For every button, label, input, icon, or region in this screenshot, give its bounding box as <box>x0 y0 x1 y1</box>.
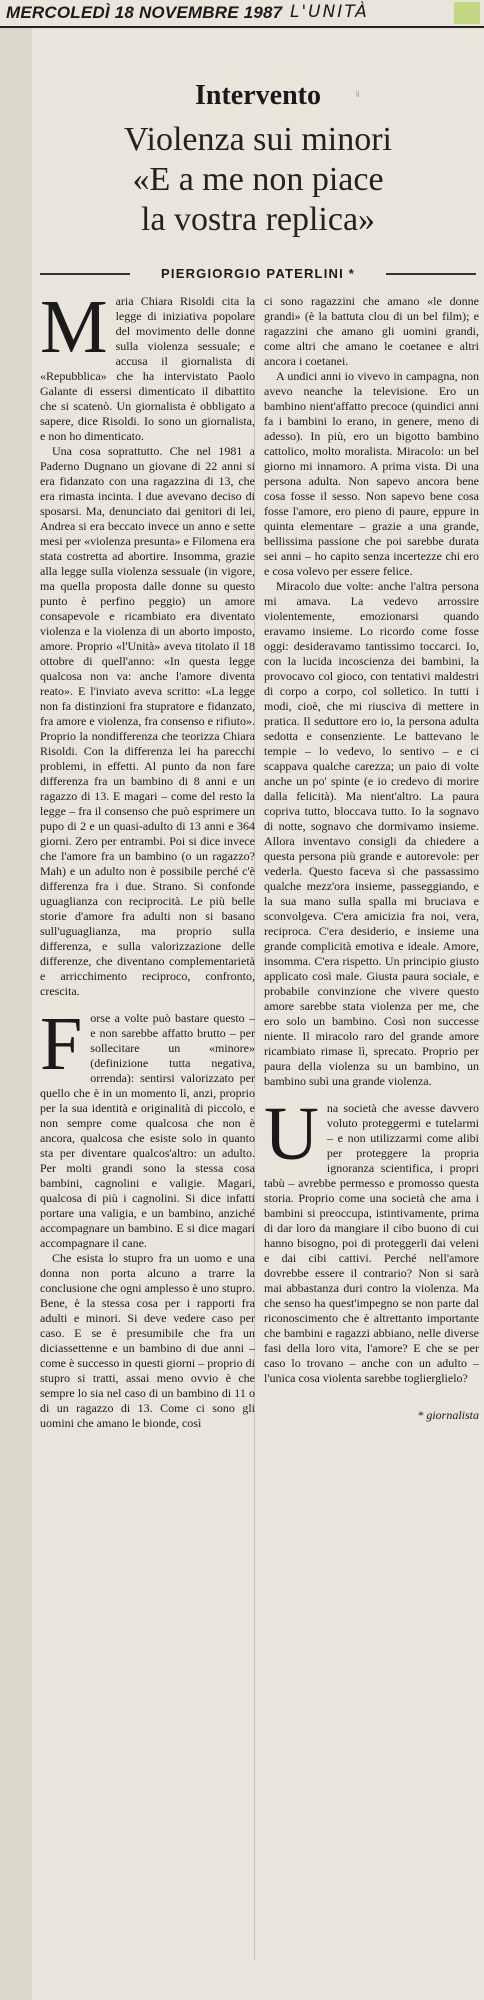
article-column-2 <box>264 294 479 1994</box>
byline: PIERGIORGIO PATERLINI * <box>161 266 355 281</box>
byline-rule-right <box>386 273 476 275</box>
page-mark: li <box>356 90 360 99</box>
paragraph-text: orse a volte può bastare questo – e non sarebbe affatto brutto – per sollecitare un «minore» (definizione tutta negativa, orrenda): sentirsi valorizzato per quello che è in un momento lì, anzi, proprio per la sua identità e originalità di piccolo, e non sempre come qualcosa che non è ancora, qualcosa che esiste solo in quanto sta per diventare qualcos'altro: un adulto. Per molti grandi sono la stessa cosa bambini, cagnolini e valigie. Magari, qualcosa di più i cagnolini. Si dice infatti portare una valigia, e un bambino, anziché accompagnare un bambino. E si dice magari accompagnare il cane. <box>40 1011 255 1250</box>
section-kicker: Intervento <box>195 80 321 111</box>
paragraph: ci sono ragazzini che amano «le donne grandi» (è la battuta clou di un bel film); e ragazzini che amano gli uomini grandi, come altri che amano le coetanee e altri ancora i coetanei. <box>264 294 479 368</box>
drop-cap: U <box>264 1092 319 1176</box>
article-headline <box>32 120 484 240</box>
paragraph: A undici anni io vivevo in campagna, non avevo neanche la televisione. Ero un bambino nient'affatto precoce (quindici anni fa i bambini lo erano, in genere, meno di adesso). In più, ero un bigotto bambino cattolico, molto moralista. Miracolo: un bel giorno mi innamoro. A prima vista. Di una persona adulta. Non sapevo ancora bene cosa fosse il sesso. Non sapevo bene cosa fosse l'amore, ero pieno di paure, eppure in quinta elementare – grazie a una grande, bellissima passione che poi sarebbe durata sei anni – ho capito senza incertezze chi ero e cosa volevo per essere felice. <box>264 369 479 578</box>
paragraph-text: na società che avesse davvero voluto proteggermi e tutelarmi – e non utilizzarmi come alibi per proteggere la propria ignoranza scientifica, i propri tabù – avrebbe permesso e promosso questa storia. Proprio come una società che ama i bambini si preoccupa, istintivamente, prima di dar loro da mangiare il cibo buono di cui hanno bisogno, poi di proteggerli dai veleni e dai cibi cattivi. Perché nell'amore dovrebbe essere il contrario? Non si sarà mai abbastanza duri contro la violenza. Ma che senso ha quest'impegno se non parte dal riconoscimento che è altrettanto importante che bambini e ragazzi abbiano, nelle diverse fasi della loro vita, l'amore? E che se per caso lo trovano – anche con un adulto – l'unica cosa violenta sarebbe toglierglielo? <box>264 1101 479 1385</box>
drop-cap: M <box>40 285 108 369</box>
headline-line: «E a me non piace <box>132 161 384 198</box>
author-note: * giornalista <box>417 1408 479 1422</box>
paragraph-text: aria Chiara Risoldi cita la legge di iniziativa popolare del movimento delle donne sulla violenza sessuale; e accusa il giornalista di «Repubblica» che ha intervistato Paolo Galante di essersi dimenticato il dibattito che si scatenò. Un giornalista è obbligato a sapere, dice Risoldi. Io sono un giornalista, e non ho dimenticato. <box>40 294 255 443</box>
paragraph <box>264 1092 479 1386</box>
paragraph: Miracolo due volte: anche l'altra persona mi amava. La vedevo arrossire violentemente, emozionarsi quando eravamo insieme. Lo ricordo come fosse oggi: desideravamo tantissimo toccarci. Io, con la lucida incoscienza dei bambini, la provocavo col gioco, con tentativi maldestri di corpo a corpo, col solletico. In tutti i modi, cioè, che mi riusciva di mettere in pratica. Il seduttore ero io, la persona adulta sedotta e consenziente. Le battevano le tempie – lo vedevo, lo sentivo – e ci scappava qualche carezza; un paio di volte anche un po' spinte (e io credevo di morire dalla felicità). Ma nient'altro. La paura copriva tutto, bloccava tutto. Io la sognavo di notte, sognavo che dormivamo insieme. Allora inventavo consigli da chiedere a questa persona più grande e autorevole: per vederla. Questo faceva sì che passassimo qualche mezz'ora insieme, passeggiando, e la sua mano sulla spalla mi bruciava e sconvolgeva. C'era amicizia fra noi, vera, reciproca. C'era desiderio, e insieme una grande complicità emotiva e ideale. Amore, insomma. C'era rispetto. Un principio giusto applicato così male. Giusta paura sociale, e probabile convinzione che vivere questo amore sarebbe stata violenza per me, che ero solo un bambino. Così non successe niente. Il miracolo raro del grande amore ricambiato rimase lì, sprecato. Proprio per paura della violenza su un bambino, un bambino subì una grande violenza. <box>264 579 479 1088</box>
paragraph: Una cosa soprattutto. Che nel 1981 a Paderno Dugnano un giovane di 22 anni si era fidanzato con una ragazzina di 13, che era rimasta incinta. I due avevano deciso di sposarsi. Ma, denunciato dai genitori di lei, Andrea si era beccato invece un anno e sette mesi per «violenza presunta» e Filomena era stata costretta ad abortire. Insomma, grazie alla legge sulla violenza sessuale (in vigore, ma quella proposta dalle donne su questo punto è perfino peggio) un amore consapevole e ricambiato era diventato violenza e la violenza di un aborto imposto, amore. Proprio «l'Unità» aveva titolato il 18 ottobre di quell'anno: «In questa legge qualcosa non va: anche l'amore diventa reato». E l'inviato aveva scritto: «La legge non fa distinzioni fra stupratore e fidanzato, fra amore e violenza, fra consenso e rifiuto». Proprio la nondifferenza che teorizza Chiara Risoldi. Con la differenza lei ha parecchi problemi, in effetti. Al punto da non fare differenza fra un bambino di 8 anni e un ragazzo di 13. E magari – come del resto la legge – fra il consenso che può esprimere un pupo di 2 e un quasi-adulto di 13 anni e 364 giorni. Zero per entrambi. Poi si dice invece che l'amore fra un bambino (o un ragazzo? Mah) e un adulto non è possibile perché c'è differenza fra i due. Strano. Si confonde uguaglianza con reciprocità. Le più belle storie d'amore fra adulti non si basano sull'uguaglianza, ma proprio sulla differenza, e sulla valorizzazione delle differenze, che diventano complementarietà e arricchimento reciproco, confronto, crescita. <box>40 444 255 998</box>
page-margin <box>0 28 32 2000</box>
newspaper-name: L'UNITÀ <box>290 2 369 22</box>
color-mark <box>454 2 480 24</box>
issue-date: MERCOLEDÌ 18 NOVEMBRE 1987 <box>6 3 283 22</box>
headline-line: Violenza sui minori <box>123 121 392 158</box>
article-column-1 <box>40 285 255 1994</box>
drop-cap: F <box>40 1002 83 1086</box>
headline-line: la vostra replica» <box>140 201 376 238</box>
paragraph: Che esista lo stupro fra un uomo e una donna non porta alcuno a trarre la conclusione che ogni amplesso è uno stupro. Bene, è la stessa cosa per i rapporti fra adulti e minori. Si deve vedere caso per caso. E se è presumibile che fra un diciassettenne e un bambino di due anni – come è successo in questi giorni – proprio di stupro si tratti, assai meno ovvio è che sempre lo sia nel caso di un bambino di 11 o di un ragazzo di 13. Come ci sono gli uomini che amano le bionde, così <box>40 1251 255 1430</box>
masthead <box>0 0 484 28</box>
paragraph <box>40 285 255 444</box>
paragraph <box>40 1002 255 1251</box>
